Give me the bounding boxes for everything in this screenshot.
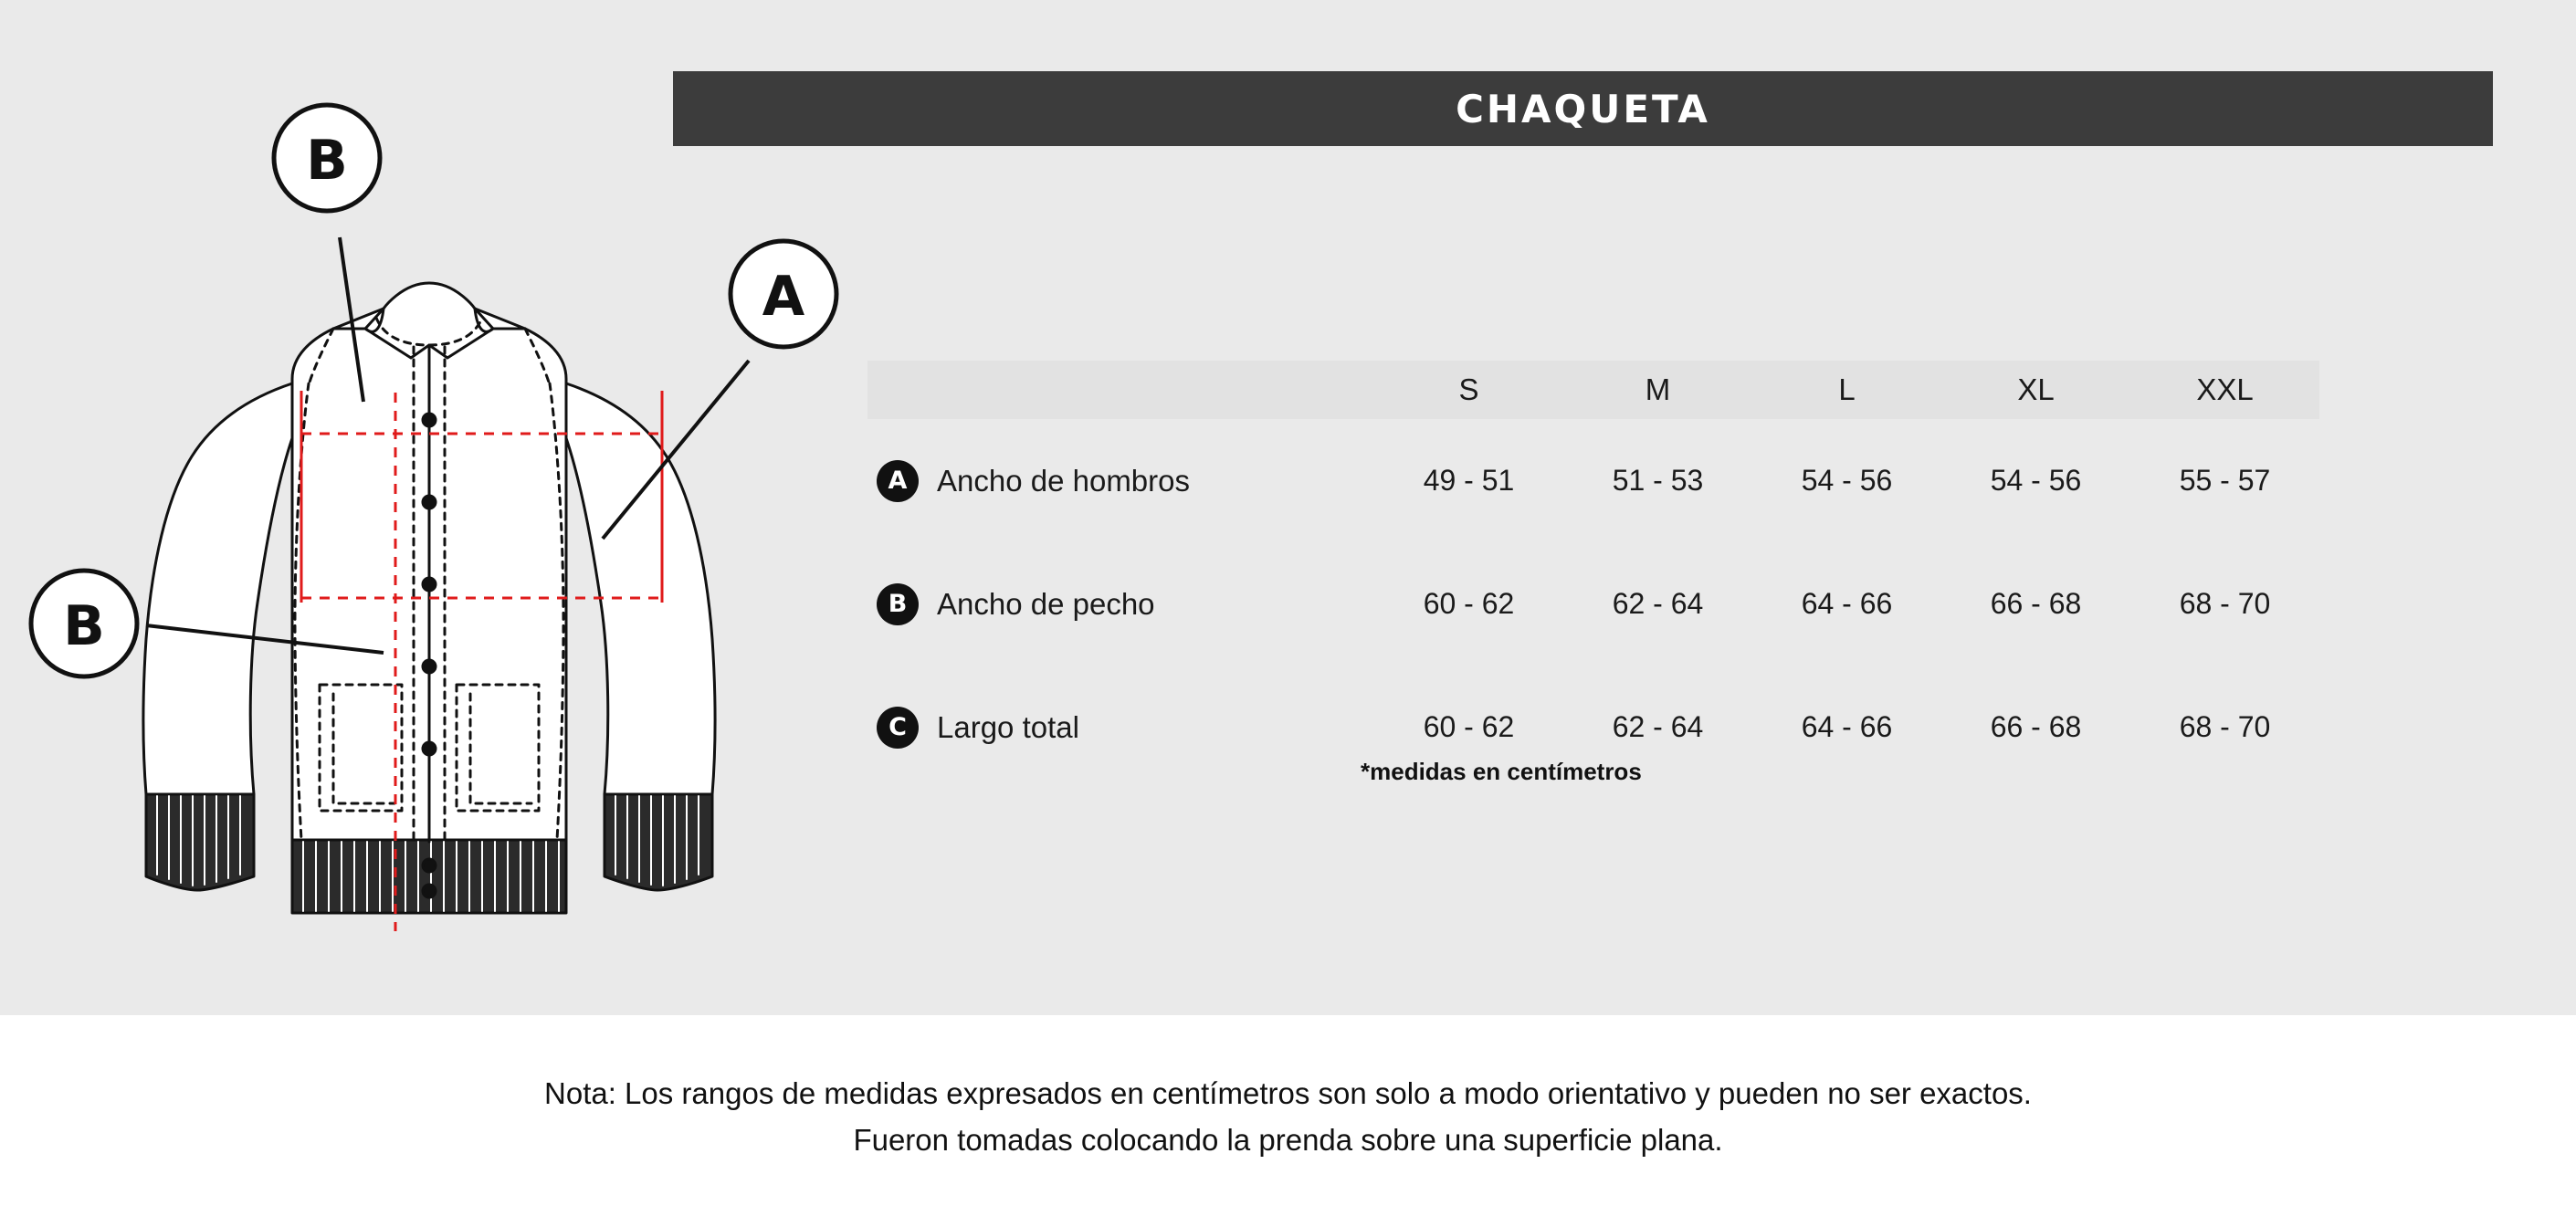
measurements-table <box>867 361 2319 789</box>
badge-b-icon: B <box>877 583 919 625</box>
cell-length-xxl: 68 - 70 <box>2179 710 2271 743</box>
cell-chest-xxl: 68 - 70 <box>2179 587 2271 620</box>
callout-b-top <box>274 105 380 211</box>
cell-shoulders-l: 54 - 56 <box>1801 464 1893 497</box>
title-bar <box>673 71 2493 146</box>
table-header-row <box>867 361 2319 419</box>
row-label-chest <box>867 542 1374 666</box>
row-label-text: Ancho de hombros <box>937 463 1191 498</box>
table-row <box>867 542 2319 666</box>
svg-text:A: A <box>762 265 805 329</box>
column-header-xxl: XXL <box>2130 361 2319 419</box>
row-label-shoulders <box>867 419 1374 542</box>
row-label-text: Largo total <box>937 709 1079 744</box>
jacket-illustration <box>18 55 867 968</box>
footer-line-2: Fueron tomadas colocando la prenda sobre una superficie plana. <box>853 1123 1723 1158</box>
column-header-s: S <box>1374 361 1563 419</box>
svg-text:B: B <box>306 129 348 193</box>
cell-shoulders-m: 51 - 53 <box>1612 464 1704 497</box>
table-row <box>867 419 2319 542</box>
callout-a <box>731 241 836 347</box>
row-label-length <box>867 666 1374 789</box>
cell-length-m: 62 - 64 <box>1612 710 1704 743</box>
cell-length-xl: 66 - 68 <box>1990 710 2082 743</box>
measurements-table-wrap <box>867 361 2329 789</box>
svg-text:B: B <box>63 594 105 658</box>
page-title: CHAQUETA <box>1456 86 1710 131</box>
column-header-measure <box>867 361 1374 419</box>
cell-shoulders-xxl: 55 - 57 <box>2179 464 2271 497</box>
cell-length-s: 60 - 62 <box>1423 710 1515 743</box>
column-header-m: M <box>1563 361 1752 419</box>
column-header-l: L <box>1752 361 1941 419</box>
cell-chest-xl: 66 - 68 <box>1990 587 2082 620</box>
cell-length-l: 64 - 66 <box>1801 710 1893 743</box>
badge-a-icon: A <box>877 460 919 502</box>
cell-chest-m: 62 - 64 <box>1612 587 1704 620</box>
cell-shoulders-s: 49 - 51 <box>1423 464 1515 497</box>
footer-line-1: Nota: Los rangos de medidas expresados en centímetros son solo a modo orientativo y pueden no ser exactos. <box>544 1076 2032 1110</box>
units-note: *medidas en centímetros <box>1361 758 1642 785</box>
badge-c-icon: C <box>877 707 919 749</box>
callout-b-left <box>31 571 137 676</box>
column-header-xl: XL <box>1941 361 2130 419</box>
cell-shoulders-xl: 54 - 56 <box>1990 464 2082 497</box>
row-label-text: Ancho de pecho <box>937 586 1155 621</box>
cell-chest-l: 64 - 66 <box>1801 587 1893 620</box>
footer-note <box>0 1015 2576 1206</box>
cell-chest-s: 60 - 62 <box>1423 587 1515 620</box>
